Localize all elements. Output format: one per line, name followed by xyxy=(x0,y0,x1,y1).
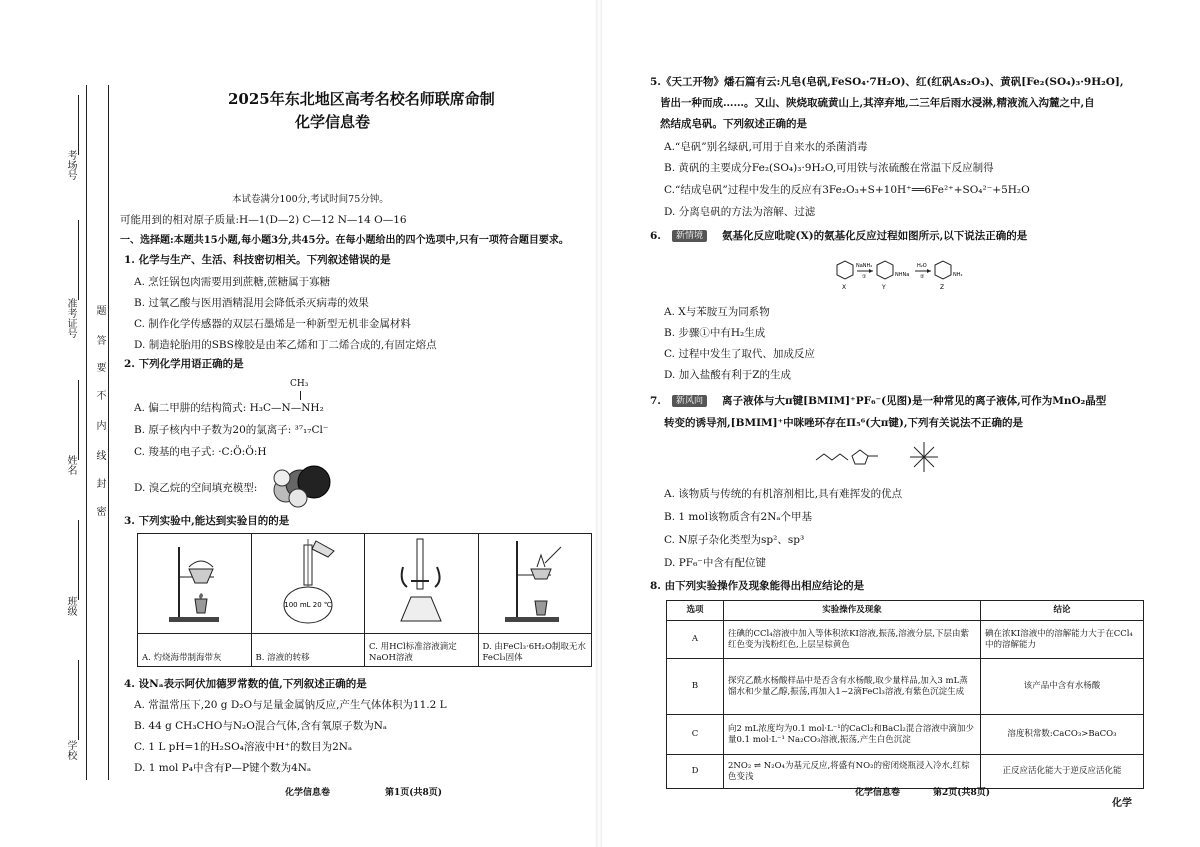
q4-option-a: A. 常温常压下,20 g D₂O与足量金属钠反应,产生气体体积为11.2 L xyxy=(134,699,447,711)
page-subtitle: 化学信息卷 xyxy=(295,113,371,131)
q1-stem: 1. 化学与生产、生活、科技密切相关。下列叙述错误的是 xyxy=(124,254,391,266)
q8-row-b-conclusion: 该产品中含有水杨酸 xyxy=(981,659,1144,715)
q7-option-b: B. 1 mol该物质含有2Nₐ个甲基 xyxy=(664,511,812,523)
q5-option-a: A.“皂矾”别名绿矾,可用于自来水的杀菌消毒 xyxy=(664,141,868,153)
q8-row-a-operation: 往碘的CCl₄溶液中加入等体积浓KI溶液,振荡,溶液分层,下层由紫红色变为浅粉红色,上层呈棕黄色 xyxy=(724,621,981,659)
reagent-1: NaNH₂ xyxy=(856,263,873,269)
q8-row-c-conclusion: 溶度积常数:CaCO₃>BaCO₃ xyxy=(981,715,1144,755)
q8-row-d-conclusion: 正反应活化能大于逆反应活化能 xyxy=(981,755,1144,789)
label-x: X xyxy=(842,284,847,291)
q7-option-c: C. N原子杂化类型为sp²、sp³ xyxy=(664,534,805,546)
name-label: 姓名 xyxy=(65,455,76,475)
q5-line-3: 然结成皂矾。下列叙述正确的是 xyxy=(660,118,807,130)
seal-word: 题 xyxy=(94,305,105,315)
q8-table xyxy=(666,600,1144,789)
q3-cell-a-label: A. 灼烧海带制海带灰 xyxy=(138,634,252,667)
section-heading: 一、选择题:本题共15小题,每小题3分,共45分。在每小题给出的四个选项中,只有一项符合题目要求。 xyxy=(120,235,569,246)
q4-option-b: B. 44 g CH₃CHO与N₂O混合气体,含有氧原子数为Nₐ xyxy=(134,720,387,732)
seal-word: 内 xyxy=(94,420,105,430)
class-underline xyxy=(78,520,79,600)
q3-cell-c-image xyxy=(365,534,479,634)
bromoethane-model-image xyxy=(268,460,332,510)
q6-option-c: C. 过程中发生了取代、加成反应 xyxy=(664,348,815,360)
q3-cell-a-image xyxy=(138,534,252,634)
q3-cell-d-label: D. 由FeCl₃·6H₂O制取无水FeCl₃固体 xyxy=(478,634,592,667)
q5-option-d: D. 分离皂矾的方法为溶解、过滤 xyxy=(664,206,816,218)
q2-bond-line xyxy=(300,391,301,400)
q3-table xyxy=(137,533,592,667)
footer-left-page: 第1页(共8页) xyxy=(385,788,443,798)
margin-line-1 xyxy=(86,85,87,780)
q8-row-c-operation: 向2 mL浓度均为0.1 mol·L⁻¹的CaCl₂和BaCl₂混合溶液中滴加少量0.1 mol·L⁻¹ Na₂CO₃溶液,振荡,产生白色沉淀 xyxy=(724,715,981,755)
q5-line-2: 皆出一种而成……。又山、陕烧取硫黄山上,其滓弃地,二三年后雨水浸淋,精液流入沟麓之中,自 xyxy=(660,97,1095,109)
table-row xyxy=(667,659,1144,715)
q5-option-c: C.“结成皂矾”过程中发生的反应有3Fe₂O₃+S+10H⁺══6Fe²⁺+SO₄²⁻+5H₂O xyxy=(664,184,1030,196)
q3-cell-c-label: C. 用HCl标准溶液滴定NaOH溶液 xyxy=(365,634,479,667)
label-y: Y xyxy=(882,284,886,291)
q6-reaction-scheme xyxy=(825,255,985,299)
table-row xyxy=(667,715,1144,755)
q8-row-a-conclusion: 碘在浓KI溶液中的溶解能力大于在CCl₄中的溶解能力 xyxy=(981,621,1144,659)
school-underline xyxy=(78,660,79,740)
footer-right-page: 第2页(共8页) xyxy=(933,788,991,798)
table-row xyxy=(667,755,1144,789)
q8-row-b-option: B xyxy=(667,659,724,715)
q8-header-option: 选项 xyxy=(667,601,724,621)
nhna-label: NHNa xyxy=(895,272,910,278)
q4-option-d: D. 1 mol P₄中含有P—P键个数为4Nₐ xyxy=(134,762,312,774)
q8-row-d-option: D xyxy=(667,755,724,789)
q8-row-a-option: A xyxy=(667,621,724,659)
q2-option-d: D. 溴乙烷的空间填充模型: xyxy=(134,482,258,494)
q5-line-1: 5.《天工开物》燔石篇有云:凡皂(皂矾,FeSO₄·7H₂O)、红(红矾As₂O₃)、黄矾[Fe₂(SO₄)₃·9H₂O], xyxy=(650,76,1124,88)
step-2: ② xyxy=(920,274,925,280)
q4-option-c: C. 1 L pH=1的H₂SO₄溶液中H⁺的数目为2Nₐ xyxy=(134,741,353,753)
seal-word: 密 xyxy=(94,506,105,516)
name-underline xyxy=(78,380,79,460)
q6-stem: 氨基化反应吡啶(X)的氨基化反应过程如图所示,以下说法正确的是 xyxy=(722,230,1028,242)
q7-option-d: D. PF₆⁻中含有配位键 xyxy=(664,557,766,569)
seal-word: 不 xyxy=(94,390,105,400)
q8-header-operation: 实验操作及现象 xyxy=(724,601,981,621)
q4-stem: 4. 设Nₐ表示阿伏加德罗常数的值,下列叙述正确的是 xyxy=(124,678,367,690)
q6-tag-badge: 新情境 xyxy=(672,230,707,242)
q1-option-c: C. 制作化学传感器的双层石墨烯是一种新型无机非金属材料 xyxy=(134,318,411,330)
q8-row-d-operation: 2NO₂ ⇌ N₂O₄为基元反应,将盛有NO₂的密闭烧瓶浸入冷水,红棕色变浅 xyxy=(724,755,981,789)
exam-number-underline xyxy=(78,220,79,300)
titration-apparatus-image xyxy=(381,537,461,627)
table-row xyxy=(667,621,1144,659)
seal-word: 要 xyxy=(94,362,105,372)
q2-option-a: A. 偏二甲肼的结构简式: H₃C—N—NH₂ xyxy=(134,402,324,414)
footer-right-name: 化学信息卷 xyxy=(855,788,901,798)
q2-stem: 2. 下列化学用语正确的是 xyxy=(124,358,244,370)
exam-number-label: 准考证号 xyxy=(65,298,76,338)
exam-note: 本试卷满分100分,考试时间75分钟。 xyxy=(232,194,389,205)
margin-line-2 xyxy=(108,85,109,780)
q6-option-d: D. 加入盐酸有利于Z的生成 xyxy=(664,369,792,381)
seal-word: 线 xyxy=(94,450,105,460)
q7-line-1: 离子液体与大π键[BMIM]⁺PF₆⁻(见图)是一种常见的离子液体,可作为MnO₂晶型 xyxy=(722,395,1107,407)
reagent-2: H₂O xyxy=(917,263,927,269)
page-title: 2025年东北地区高考名校名师联席命制 xyxy=(228,90,495,108)
bmim-pf6-structure-image xyxy=(812,436,972,478)
q7-line-2: 转变的诱导剂,[BMIM]⁺中咪唑环存在Π₅⁶(大π键),下列有关说法不正确的是 xyxy=(664,417,1024,429)
q6-option-b: B. 步骤①中有H₂生成 xyxy=(664,327,766,339)
q6-number: 6. xyxy=(650,230,661,242)
volumetric-flask-image xyxy=(268,537,348,627)
school-label: 学校 xyxy=(65,740,76,760)
q2-option-b: B. 原子核内中子数为20的氯离子: ³⁷₁₇Cl⁻ xyxy=(134,424,329,436)
q1-option-d: D. 制造轮胎用的SBS橡胶是由苯乙烯和丁二烯合成的,有固定熔点 xyxy=(134,339,437,351)
q8-header-conclusion: 结论 xyxy=(981,601,1144,621)
q8-row-c-option: C xyxy=(667,715,724,755)
footer-left-name: 化学信息卷 xyxy=(285,788,331,798)
q8-stem: 8. 由下列实验操作及现象能得出相应结论的是 xyxy=(650,580,865,592)
q1-option-a: A. 烹饪锅包肉需要用到蔗糖,蔗糖属于寡糖 xyxy=(134,276,331,288)
heating-apparatus-image xyxy=(495,537,575,627)
q2-option-c: C. 羧基的电子式: ·C:Ö:Ö:H xyxy=(134,446,267,458)
flask-label: 100 mL 20 ℃ xyxy=(283,600,332,609)
exam-room-label: 考场号 xyxy=(65,150,76,180)
q1-option-b: B. 过氧乙酸与医用酒精混用会降低杀灭病毒的效果 xyxy=(134,297,369,309)
exam-room-underline xyxy=(78,95,79,155)
page-fold xyxy=(596,0,602,847)
q3-cell-b-image xyxy=(251,534,365,634)
class-label: 班级 xyxy=(65,596,76,616)
q7-option-a: A. 该物质与传统的有机溶剂相比,具有难挥发的优点 xyxy=(664,488,903,500)
footer-subject: 化学 xyxy=(1112,798,1132,809)
q6-option-a: A. X与苯胺互为同系物 xyxy=(664,306,770,318)
step-1: ① xyxy=(862,274,867,280)
q8-row-b-operation: 探究乙酰水杨酸样品中是否含有水杨酸,取少量样品,加入3 mL蒸馏水和少量乙醇,振荡,再加入1~2滴FeCl₃溶液,有紫色沉淀生成 xyxy=(724,659,981,715)
seal-word: 封 xyxy=(94,478,105,488)
crucible-apparatus-image xyxy=(159,537,229,627)
q3-stem: 3. 下列实验中,能达到实验目的的是 xyxy=(124,515,290,527)
seal-word: 答 xyxy=(94,335,105,345)
q7-tag-badge: 新风向 xyxy=(672,395,707,407)
q3-cell-d-image xyxy=(478,534,592,634)
q3-cell-b-label: B. 溶液的转移 xyxy=(251,634,365,667)
q7-number: 7. xyxy=(650,395,661,407)
q5-option-b: B. 黄矾的主要成分Fe₂(SO₄)₃·9H₂O,可用铁与浓硫酸在常温下反应制得 xyxy=(664,162,994,174)
atomic-masses: 可能用到的相对原子质量:H—1(D—2) C—12 N—14 O—16 xyxy=(120,214,407,226)
label-z: Z xyxy=(940,284,945,291)
q2-ch3-label: CH₃ xyxy=(290,379,309,389)
nh2-label: NH₂ xyxy=(953,272,963,278)
